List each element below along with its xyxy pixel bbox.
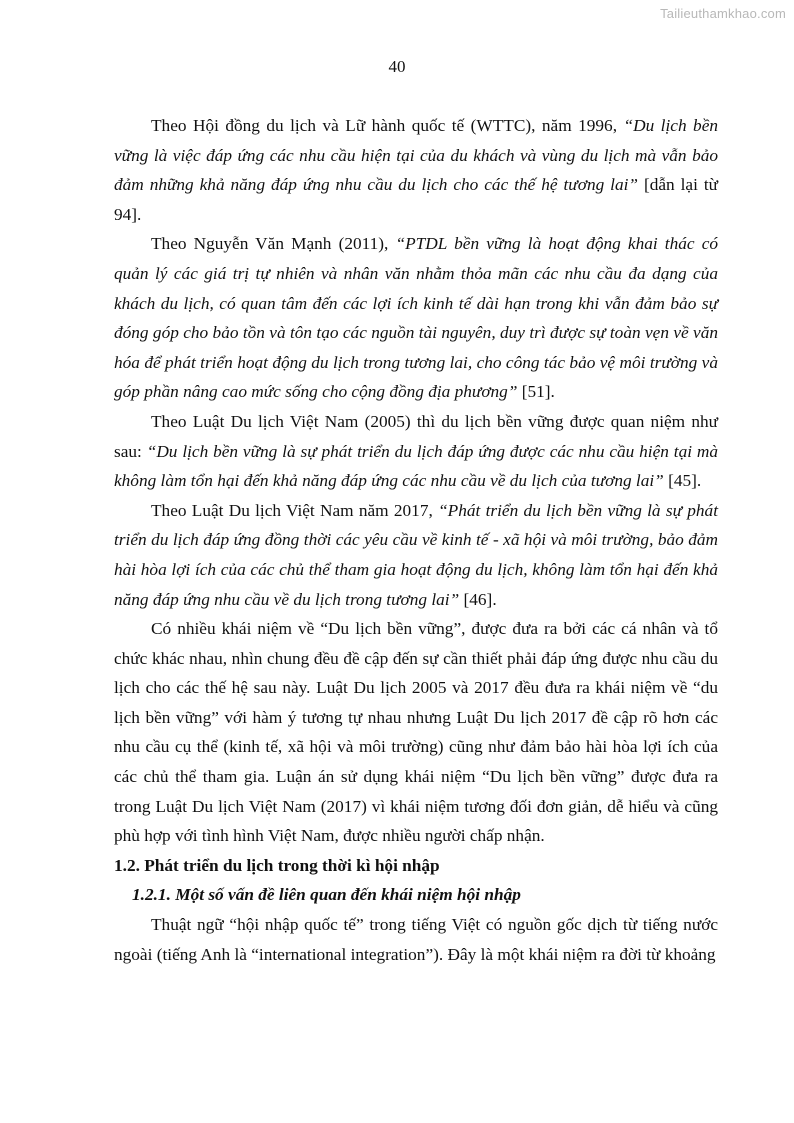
paragraph-citation: [45]. [663,471,702,491]
section-heading: 1.2. Phát triển du lịch trong thời kì hội nhập [114,855,440,875]
paragraph-lead: Theo Nguyễn Văn Mạnh (2011), [151,234,396,254]
paragraph-quote: “PTDL bền vững là hoạt động khai thác có quản lý các giá trị tự nhiên và nhân văn nhằm thỏa mãn các nhu cầu đa dạng của khách du lịch, có quan tâm đến các lợi ích kinh tế dài hạn trong khi vẫn đảm bảo sự đóng góp cho bảo tồn và tôn tạo các nguồn tài nguyên, duy trì được sự toàn vẹn về văn hóa để phát triển hoạt động du lịch trong tương lai, cho công tác bảo vệ môi trường và góp phần nâng cao mức sống cho cộng đồng địa phương” [114,234,718,402]
paragraph-quote: “Du lịch bền vững là việc đáp ứng các nhu cầu hiện tại của du khách và vùng du lịch mà vẫn bảo đảm những khả năng đáp ứng nhu cầu du lịch cho các thế hệ tương lai” [114,116,719,195]
paragraph-nguyen-van-manh [114,229,718,407]
paragraph-integration: Thuật ngữ “hội nhập quốc tế” trong tiếng Việt có nguồn gốc dịch từ tiếng nước ngoài (tiếng Anh là “international integration”). Đây là một khái niệm ra đời từ khoảng [114,915,718,964]
paragraph-quote: “Phát triển du lịch bền vững là sự phát triển du lịch đáp ứng đồng thời các yêu cầu về kinh tế - xã hội và môi trường, bảo đảm hài hòa lợi ích của các chủ thể tham gia hoạt động du lịch, không làm tổn hại đến khả năng đáp ứng nhu cầu về du lịch trong tương lai” [114,500,719,609]
document-body [114,111,718,969]
paragraph-lead: Theo Luật Du lịch Việt Nam năm 2017, [151,500,439,520]
paragraph-lead: Theo Hội đồng du lịch và Lữ hành quốc tế (WTTC), năm 1996, [151,116,624,135]
paragraph-lead: Có nhiều khái niệm về “Du lịch bền vững”, được đưa ra bởi các cá nhân và tổ chức khác nhau, nhìn chung đều đề cập đến sự cần thiết phải đáp ứng được nhu cầu du lịch cho các thế hệ sau này. Luật Du lịch 2005 và 2017 đều đưa ra khái niệm về “du lịch bền vững” với hàm ý tương tự nhau nhưng Luật Du lịch 2017 đề cập rõ hơn các nhu cầu cụ thể (kinh tế, xã hội và môi trường) cũng như đảm bảo hài hòa lợi ích của các chủ thể tham gia. Luận án sử dụng khái niệm “Du lịch bền vững” được đưa ra trong Luật Du lịch Việt Nam (2017) vì khái niệm tương đối đơn giản, dễ hiểu và cũng phù hợp với tình hình Việt Nam, được nhiều người chấp nhận. [114,619,718,846]
paragraph-wttc [114,111,718,229]
paragraph-citation: [51]. [517,382,555,402]
subsection-heading: 1.2.1. Một số vấn đề liên quan đến khái niệm hội nhập [132,885,521,905]
page-number: 40 [388,57,406,76]
paragraph-luat-2017 [114,496,718,614]
paragraph-luat-2005 [114,407,718,496]
paragraph-quote: “Du lịch bền vững là sự phát triển du lịch đáp ứng được các nhu cầu hiện tại mà không làm tổn hại đến khả năng đáp ứng các nhu cầu về du lịch của tương lai” [114,441,718,491]
paragraph-citation: [dẫn lại từ 94]. [114,175,718,224]
paragraph-lead: Theo Luật Du lịch Việt Nam (2005) thì du lịch bền vững được quan niệm như sau: [114,411,718,461]
watermark-text: Tailieuthamkhao.com [660,6,786,21]
paragraph-citation: [46]. [459,589,497,609]
paragraph-summary [114,614,718,851]
